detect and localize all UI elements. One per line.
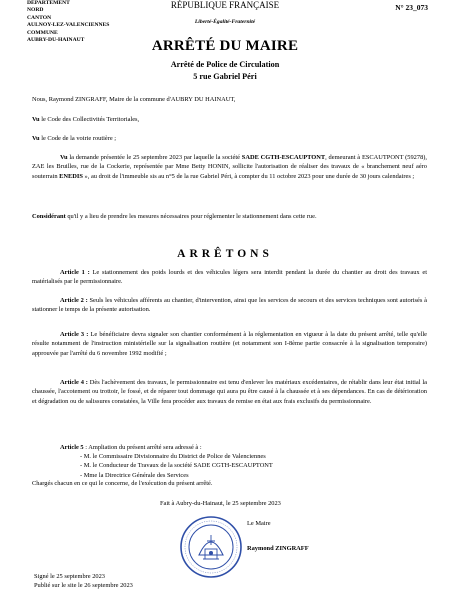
decree-number: N° 23_073 bbox=[395, 3, 428, 12]
header-republic bbox=[140, 0, 310, 26]
article-3 bbox=[32, 330, 427, 358]
document-title: ARRÊTÉ DU MAIRE bbox=[151, 38, 299, 54]
header-line: COMMUNE bbox=[27, 29, 58, 36]
vu-text: la demande présentée le 25 septembre 2023 par laquelle la société bbox=[67, 154, 242, 161]
fait-line: Fait à Aubry-du-Hainaut, le 25 septembre 2023 bbox=[160, 500, 281, 507]
vu-paragraph bbox=[32, 115, 427, 124]
charges-line: Chargés chacun en ce qui le concerne, de l'exécution du présent arrêté. bbox=[32, 480, 213, 487]
article-5 bbox=[32, 443, 427, 452]
vu-request-paragraph bbox=[32, 153, 427, 181]
article-2 bbox=[32, 296, 427, 315]
vu-text: », au droit de l'immeuble sis au n°5 de la rue Gabriel Péri, à compter du 11 octobre 2023 pour une durée de 30 jours calendaires ; bbox=[82, 172, 415, 180]
considerant-text: qu'il y a lieu de prendre les mesures nécessaires pour réglementer le stationnement dans cette rue. bbox=[65, 213, 317, 220]
vu-lead: Vu bbox=[32, 116, 40, 123]
vu-text: le Code des Collectivités Territoriales, bbox=[39, 116, 140, 123]
considerant-paragraph bbox=[32, 212, 427, 221]
article-text: Le bénéficiaire devra signaler son chantier conformément à la réglementation en vigueur à la date du présent arrêté, telle qu'elle résulte notamment de l'instruction ministérielle sur la signalisation routière (et notamment son I-8ème partie consacrée à la signalisation temporaire) approuvée par l'arrêté du 6 novembre 1992 modifié ; bbox=[32, 331, 427, 357]
header-line: NORD bbox=[27, 7, 44, 14]
document-address: 5 rue Gabriel Péri bbox=[193, 72, 257, 81]
article-lead: Article 4 : bbox=[60, 379, 88, 386]
intro-paragraph: Nous, Raymond ZINGRAFF, Maire de la commune d'AUBRY DU HAINAUT, bbox=[32, 96, 236, 103]
list-item: - M. le Conducteur de Travaux de la société SADE CGTH-ESCAUPTONT bbox=[80, 461, 427, 470]
company-name: SADE CGTH-ESCAUPTONT bbox=[241, 154, 326, 161]
article-text: Seuls les véhicules afférents au chantier, d'intervention, ainsi que les services de secours et des services techniques sont autorisés à stationner le temps de la présente autorisation. bbox=[32, 297, 427, 314]
list-item: - Mme la Directrice Générale des Services bbox=[80, 471, 427, 480]
article-lead: Article 1 : bbox=[60, 269, 90, 276]
republic-name: RÉPUBLIQUE FRANÇAISE bbox=[170, 0, 280, 10]
article-text: Dès l'achèvement des travaux, le permissionnaire est tenu d'enlever les matériaux excédentaires, de rétablir dans leur état initial la chaussée, l'accotement ou trottoir, le fossé, et de réparer tout dommage qui aura pu être causé à la chaussée et à ses dépendances. En cas de détérioration et dégradation ou de salissures constatées, la Ville fera procéder aux travaux de remise en état aux frais exclusifs du permissionnaire. bbox=[32, 379, 427, 405]
footer-signed: Signé le 25 septembre 2023 bbox=[34, 573, 105, 580]
vu-lead: Vu bbox=[32, 135, 40, 142]
article-lead: Article 2 : bbox=[60, 297, 88, 304]
vu-text: , demeurant à ESCAUTPONT (59278), ZAE les Bruilles, rue de la Cockerie, représentée par Mme Betty HONIN, sollicite l'autorisation de réaliser des travaux de « branchement neuf aéro souterrain bbox=[32, 154, 427, 180]
header-line: AULNOY-LEZ-VALENCIENNES bbox=[27, 22, 110, 29]
enedis-name: ENEDIS bbox=[59, 172, 83, 180]
arretons-heading: ARRÊTONS bbox=[177, 248, 273, 260]
article-lead: Article 5 bbox=[60, 444, 84, 451]
header-line: DÉPARTEMENT bbox=[27, 0, 70, 6]
document-subtitle: Arrêté de Police de Circulation bbox=[170, 60, 280, 69]
vu-text: le Code de la voirie routière ; bbox=[39, 135, 117, 142]
header-line: CANTON bbox=[27, 14, 52, 21]
article-4 bbox=[32, 378, 427, 406]
vu-lead: Vu bbox=[60, 154, 68, 161]
footer-published: Publié sur le site le 26 septembre 2023 bbox=[34, 582, 133, 589]
vu-paragraph bbox=[32, 134, 427, 143]
signature-role: Le Maire bbox=[247, 520, 271, 527]
mairie-seal-icon bbox=[179, 515, 243, 579]
article-text: Le stationnement des poids lourds et des véhicules légers sera interdit pendant la durée du chantier au droit des travaux et matérialisés par le permissionnaire. bbox=[32, 269, 427, 286]
article-text: : Ampliation du présent arrêté sera adressé à : bbox=[83, 444, 202, 451]
header-line: AUBRY-DU-HAINAUT bbox=[27, 37, 85, 44]
list-item: - M. le Commissaire Divisionnaire du District de Police de Valenciennes bbox=[80, 452, 427, 461]
considerant-lead: Considérant bbox=[32, 213, 66, 220]
republic-motto: Liberté-Égalité-Fraternité bbox=[194, 19, 256, 25]
article-1 bbox=[32, 268, 427, 287]
article-lead: Article 3 : bbox=[60, 331, 89, 338]
recipient-list bbox=[32, 452, 427, 480]
signature-name: Raymond ZINGRAFF bbox=[247, 545, 309, 552]
